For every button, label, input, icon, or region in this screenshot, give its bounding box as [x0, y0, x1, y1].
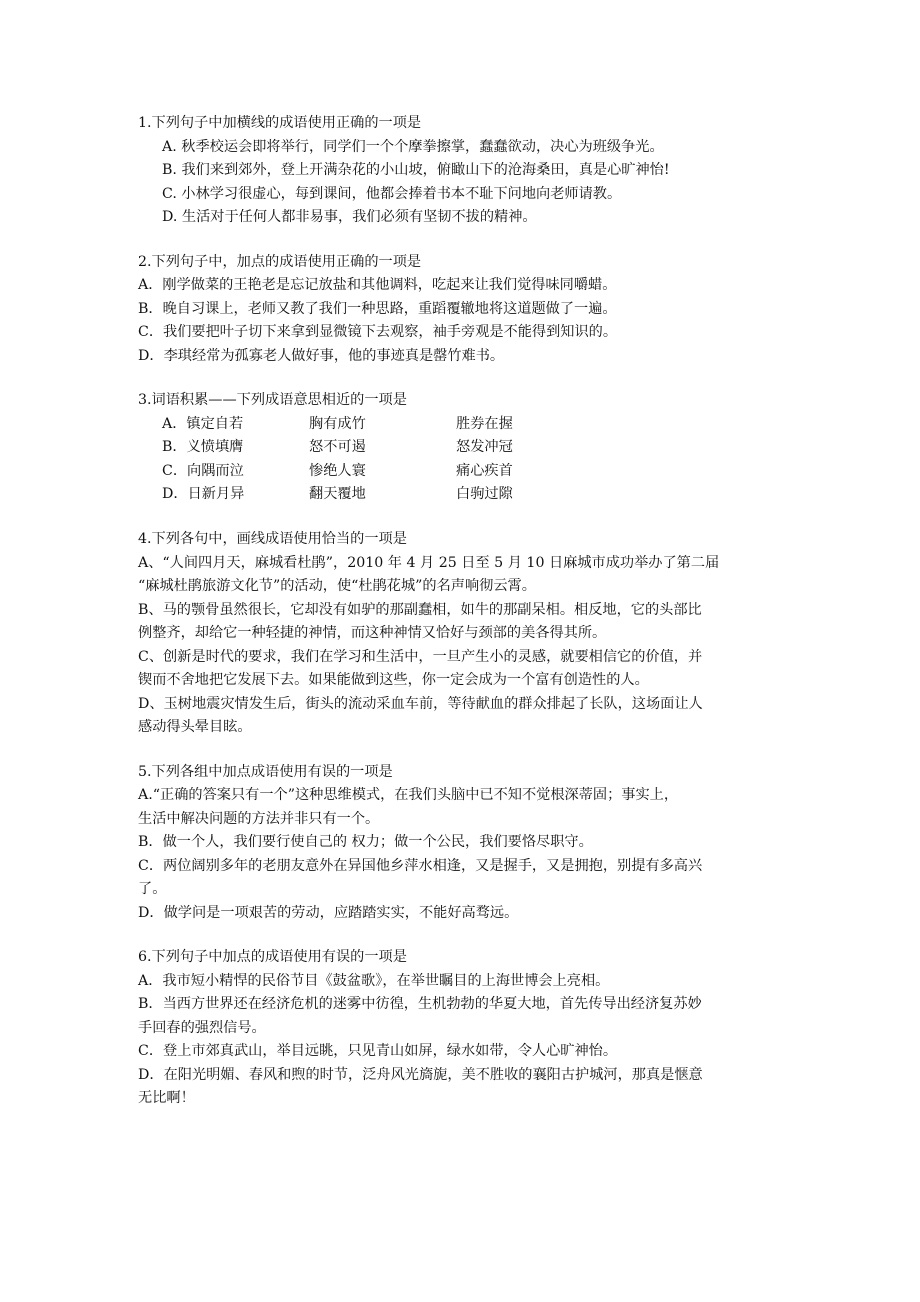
option-c-line-1: C、创新是时代的要求，我们在学习和生活中，一旦产生小的灵感，就要相信它的价值，并 [138, 648, 703, 665]
idiom-cell: 怒发冲冠 [456, 439, 513, 456]
option-a: A．我市短小精悍的民俗节目《鼓盆歌》，在举世瞩目的上海世博会上亮相。 [138, 972, 610, 989]
question-3 [138, 389, 788, 507]
question-title: 6.下列句子中加点的成语使用有误的一项是 [138, 949, 407, 966]
option-row-b [138, 436, 788, 460]
option-c-line-2: 锲而不舍地把它发展下去。如果能做到这些，你一定会成为一个富有创造性的人。 [138, 672, 649, 689]
exam-page [138, 112, 788, 1132]
idiom-cell: B．义愤填膺 [162, 439, 244, 456]
option-a: A. 秋季校运会即将举行，同学们一个个摩拳擦掌，蠢蠢欲动，决心为班级争光。 [162, 138, 664, 155]
option-d: D. 生活对于任何人都非易事，我们必须有坚韧不拔的精神。 [162, 209, 537, 225]
idiom-cell: 惨绝人寰 [309, 462, 366, 479]
option-b: B．做一个人，我们要行使自己的 权力；做一个公民，我们要恪尽职守。 [138, 834, 593, 851]
option-a-line-1: A、“人间四月天，麻城看杜鹃”，2010 年 4 月 25 日至 5 月 10 日麻城市成功举办了第二届 [138, 554, 720, 571]
option-d-line-1: D．在阳光明媚、春风和煦的时节，泛舟风光旖旎，美不胜收的襄阳古护城河，那真是惬意 [138, 1066, 703, 1083]
idiom-cell: 翻天覆地 [309, 486, 366, 503]
idiom-cell: 怒不可遏 [309, 439, 366, 456]
option-b-line-1: B．当西方世界还在经济危机的迷雾中彷徨，生机勃勃的华夏大地，首先传导出经济复苏妙 [138, 996, 702, 1013]
option-d-line-1: D、玉树地震灾情发生后，街头的流动采血车前，等待献血的群众排起了长队，这场面让人 [138, 695, 703, 712]
option-d-line-2: 感动得头晕目眩。 [138, 719, 252, 736]
option-a-line-1: A.“正确的答案只有一个”这种思维模式，在我们头脑中已不知不觉根深蒂固；事实上， [138, 787, 679, 804]
idiom-cell: D．日新月异 [162, 486, 245, 503]
option-c-line-1: C．两位阔别多年的老朋友意外在异国他乡萍水相逢，又是握手，又是拥抱，别提有多高兴 [138, 857, 703, 874]
option-a-line-2: “麻城杜鹃旅游文化节”的活动，使“杜鹃花城”的名声响彻云霄。 [138, 578, 536, 595]
option-c-line-2: 了。 [138, 881, 167, 898]
idiom-cell: 胸有成竹 [309, 415, 366, 432]
option-a: A．刚学做菜的王艳老是忘记放盐和其他调料，吃起来让我们觉得味同嚼蜡。 [138, 277, 617, 294]
idiom-cell: C．向隅而泣 [162, 462, 244, 479]
option-b: B．晚自习课上，老师又教了我们一种思路，重蹈覆辙地将这道题做了一遍。 [138, 300, 617, 317]
option-b-line-1: B、马的颚骨虽然很长，它却没有如驴的那副蠢相，如牛的那副呆相。相反地，它的头部比 [138, 601, 702, 618]
question-4 [138, 528, 788, 740]
option-d-line-2: 无比啊！ [138, 1090, 195, 1107]
question-title: 5.下列各组中加点成语使用有误的一项是 [138, 763, 393, 780]
option-row-d [138, 483, 788, 507]
idiom-cell: A．镇定自若 [162, 415, 244, 432]
question-2 [138, 251, 788, 369]
option-row-a [138, 413, 788, 437]
idiom-cell: 痛心疾首 [456, 462, 513, 479]
question-title: 1.下列句子中加横线的成语使用正确的一项是 [138, 115, 422, 131]
option-b: B. 我们来到郊外，登上开满杂花的小山坡，俯瞰山下的沧海桑田，真是心旷神怡! [162, 162, 670, 178]
question-title: 2.下列句子中，加点的成语使用正确的一项是 [138, 253, 422, 270]
option-c: C. 小林学习很虚心，每到课间，他都会捧着书本不耻下问地向老师请教。 [162, 185, 622, 202]
idiom-cell: 胜券在握 [456, 415, 513, 432]
question-5 [138, 761, 788, 926]
option-c: C．登上市郊真武山，举目远眺，只见青山如屏，绿水如带，令人心旷神怡。 [138, 1043, 618, 1060]
option-c: C．我们要把叶子切下来拿到显微镜下去观察，袖手旁观是不能得到知识的。 [138, 324, 618, 341]
option-b-line-2: 手回春的强烈信号。 [138, 1019, 266, 1036]
question-6 [138, 946, 788, 1111]
option-a-line-2: 生活中解决问题的方法并非只有一个。 [138, 810, 380, 827]
idiom-cell: 白驹过隙 [456, 486, 513, 503]
question-title: 3.词语积累——下列成语意思相近的一项是 [138, 392, 407, 409]
question-1 [138, 112, 788, 230]
option-row-c [138, 460, 788, 484]
option-d: D．做学问是一项艰苦的劳动，应踏踏实实，不能好高骛远。 [138, 904, 519, 921]
option-d: D．李琪经常为孤寡老人做好事，他的事迹真是罄竹难书。 [138, 347, 505, 364]
option-b-line-2: 例整齐，却给它一种轻捷的神情，而这种神情又恰好与颈部的美各得其所。 [138, 625, 607, 642]
question-title: 4.下列各句中，画线成语使用恰当的一项是 [138, 531, 407, 548]
